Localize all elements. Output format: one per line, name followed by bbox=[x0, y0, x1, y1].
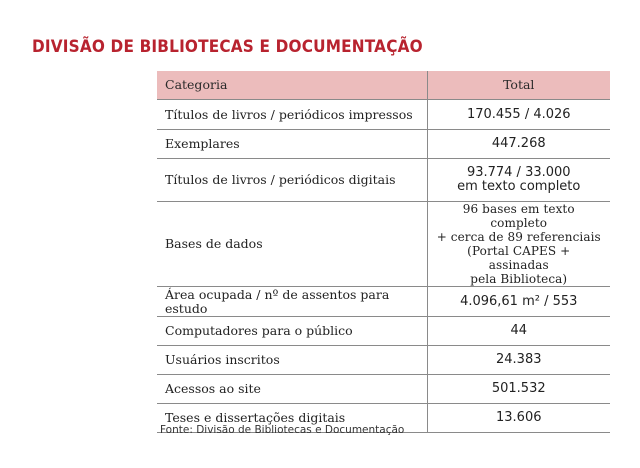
column-header-category: Categoria bbox=[157, 71, 427, 100]
row-total-line: (Portal CAPES + assinadas bbox=[467, 244, 571, 272]
row-category: Exemplares bbox=[157, 130, 427, 159]
table-row bbox=[157, 159, 610, 202]
row-total-line: + cerca de 89 referenciais bbox=[436, 230, 601, 244]
row-total bbox=[427, 404, 610, 433]
row-category: Computadores para o público bbox=[157, 317, 427, 346]
table-row bbox=[157, 346, 610, 375]
row-total-line: 170.455 / 4.026 bbox=[466, 106, 571, 122]
row-total bbox=[427, 287, 610, 317]
row-total-line: 93.774 / 33.000 bbox=[466, 165, 571, 180]
row-total bbox=[427, 130, 610, 159]
row-category: Títulos de livros / periódicos digitais bbox=[157, 159, 427, 202]
table-row bbox=[157, 317, 610, 346]
row-total bbox=[427, 317, 610, 346]
row-total bbox=[427, 100, 610, 130]
row-total-line: 24.383 bbox=[496, 352, 542, 367]
statistics-table bbox=[157, 71, 610, 433]
row-category: Usuários inscritos bbox=[157, 346, 427, 375]
table-row bbox=[157, 202, 610, 287]
row-total bbox=[427, 202, 610, 287]
row-category: Títulos de livros / periódicos impressos bbox=[157, 100, 427, 130]
row-total bbox=[427, 375, 610, 404]
table-row bbox=[157, 375, 610, 404]
row-total-line: 501.532 bbox=[491, 381, 546, 396]
row-total-line: 4.096,61 m² / 553 bbox=[460, 293, 578, 309]
source-note: Fonte: Divisão de Bibliotecas e Documentação bbox=[160, 424, 405, 436]
row-total-line: 96 bases em texto completo bbox=[462, 202, 575, 230]
row-category: Área ocupada / nº de assentos para estudo bbox=[157, 287, 427, 317]
row-total-line: 447.268 bbox=[491, 136, 546, 151]
row-total-line: 44 bbox=[510, 323, 528, 338]
page-title: DIVISÃO DE BIBLIOTECAS E DOCUMENTAÇÃO bbox=[32, 37, 423, 57]
table-row bbox=[157, 287, 610, 317]
table-header-row bbox=[157, 71, 610, 100]
row-category: Bases de dados bbox=[157, 202, 427, 287]
row-total-line: pela Biblioteca) bbox=[470, 272, 568, 286]
table-row bbox=[157, 100, 610, 130]
row-total bbox=[427, 159, 610, 202]
row-total bbox=[427, 346, 610, 375]
row-category: Acessos ao site bbox=[157, 375, 427, 404]
table-row bbox=[157, 130, 610, 159]
row-total-line: 13.606 bbox=[496, 410, 542, 425]
row-total-line: em texto completo bbox=[457, 179, 581, 194]
row-category: Teses e dissertações digitais bbox=[157, 404, 427, 433]
column-header-total: Total bbox=[427, 71, 610, 100]
